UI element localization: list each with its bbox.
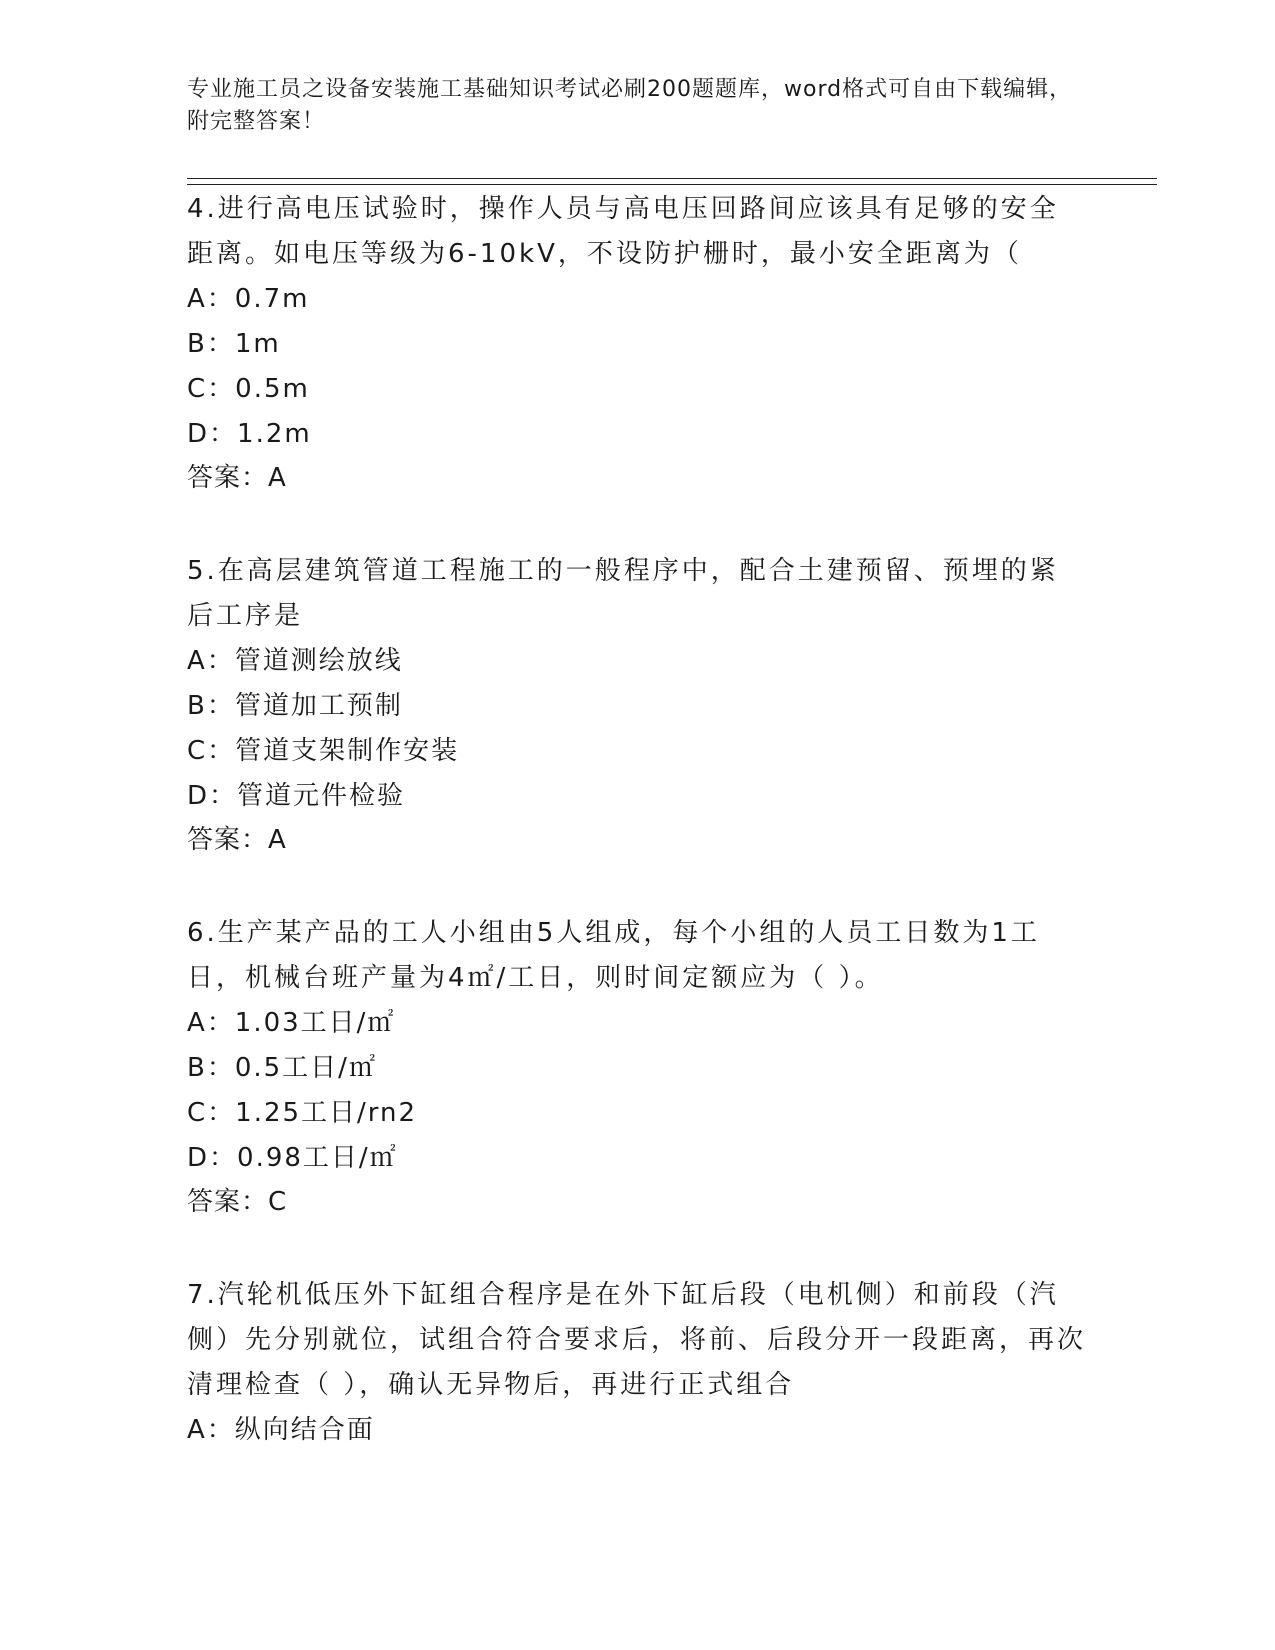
- question-text: 4.进行高电压试验时，操作人员与高电压回路间应该具有足够的安全距离。如电压等级为6-10kV，不设防护栅时，最小安全距离为（: [187, 194, 1059, 269]
- question-7: [187, 1273, 1087, 1453]
- question-list: [187, 187, 1087, 1503]
- answer: 答案：A: [187, 463, 287, 493]
- answer: 答案：A: [187, 825, 287, 855]
- option-a: A：管道测绘放线: [187, 646, 403, 676]
- option-b: B：管道加工预制: [187, 691, 403, 721]
- option-c: C：1.25工日/rn2: [187, 1098, 418, 1128]
- option-b: B：1m: [187, 329, 281, 359]
- document-header: 专业施工员之设备安装施工基础知识考试必刷200题题库，word格式可自由下载编辑，附完整答案！: [187, 77, 1073, 134]
- question-4: [187, 187, 1087, 499]
- question-6: [187, 911, 1087, 1223]
- option-b: B：0.5工日/㎡: [187, 1053, 377, 1083]
- question-text: 6.生产某产品的工人小组由5人组成，每个小组的人员工日数为1工日，机械台班产量为4㎡/工日，则时间定额应为（ ）。: [187, 918, 1040, 993]
- option-d: D：1.2m: [187, 419, 312, 449]
- option-a: A：0.7m: [187, 284, 310, 314]
- option-d: D：管道元件检验: [187, 781, 406, 811]
- answer: 答案：C: [187, 1187, 288, 1217]
- option-c: C：管道支架制作安装: [187, 736, 460, 766]
- question-text: 5.在高层建筑管道工程施工的一般程序中，配合土建预留、预埋的紧后工序是: [187, 556, 1059, 631]
- question-text: 7.汽轮机低压外下缸组合程序是在外下缸后段（电机侧）和前段（汽侧）先分别就位，试组合符合要求后，将前、后段分开一段距离，再次清理检查（ ），确认无异物后，再进行正式组合: [187, 1280, 1087, 1400]
- header-rule-top: [187, 178, 1157, 179]
- header-rule-bottom: [187, 184, 1157, 185]
- option-c: C：0.5m: [187, 374, 310, 404]
- option-a: A：纵向结合面: [187, 1415, 375, 1445]
- question-5: [187, 549, 1087, 861]
- option-d: D：0.98工日/㎡: [187, 1143, 398, 1173]
- option-a: A：1.03工日/㎡: [187, 1008, 396, 1038]
